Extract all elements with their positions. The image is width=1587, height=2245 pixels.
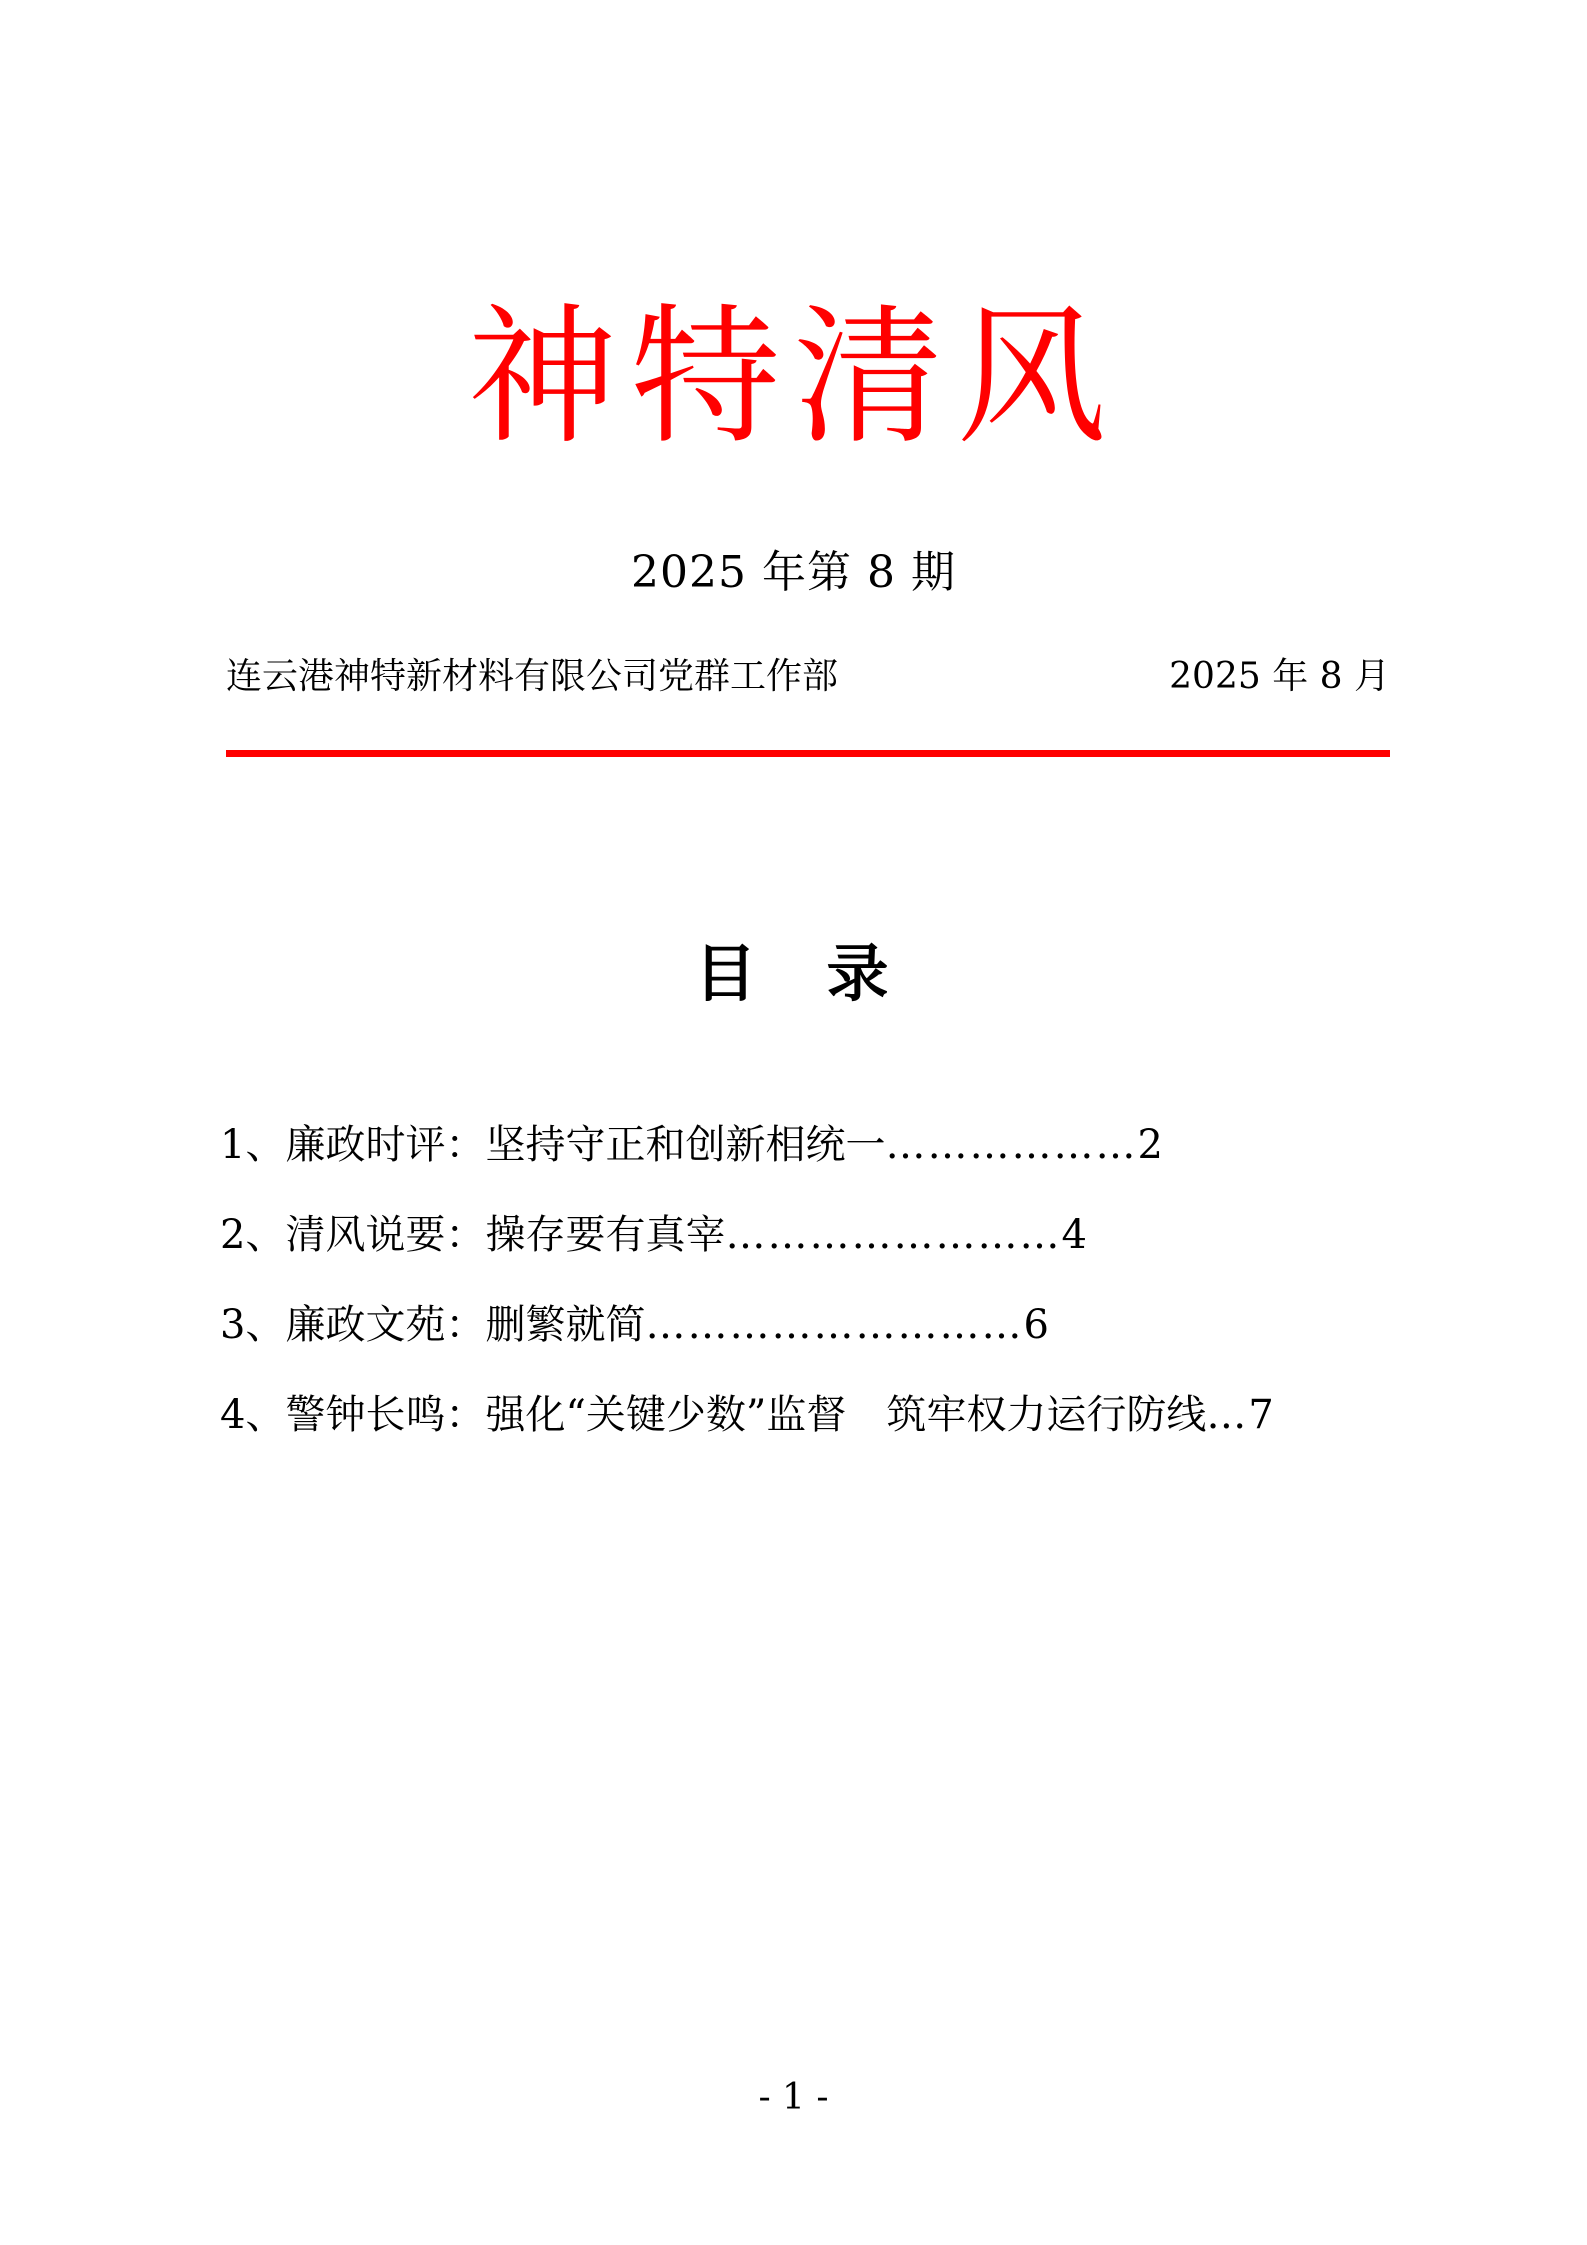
toc-item-label: 1、廉政时评：坚持守正和创新相统一 <box>220 1122 886 1168</box>
toc-item <box>220 1280 1390 1370</box>
toc-item-label: 4、警钟长鸣：强化“关键少数”监督 筑牢权力运行防线 <box>220 1392 1207 1438</box>
toc-item-leader: …………………… <box>725 1212 1062 1258</box>
toc-item-page: 2 <box>1137 1122 1163 1168</box>
toc-list <box>220 1100 1390 1460</box>
toc-item-leader: ……………………… <box>645 1302 1024 1348</box>
red-divider-rule <box>226 750 1390 757</box>
toc-item-page: 7 <box>1248 1392 1274 1438</box>
toc-item <box>220 1190 1390 1280</box>
toc-item <box>220 1370 1390 1460</box>
toc-item <box>220 1100 1390 1190</box>
toc-item-leader: … <box>1206 1392 1249 1438</box>
toc-item-page: 4 <box>1061 1212 1087 1258</box>
toc-heading: 目 录 <box>694 937 893 1010</box>
toc-item-label: 3、廉政文苑：删繁就简 <box>220 1302 646 1348</box>
page-number: - 1 - <box>758 2077 829 2118</box>
toc-item-label: 2、清风说要：操存要有真宰 <box>220 1212 726 1258</box>
toc-item-leader: ……………… <box>885 1122 1138 1168</box>
issue-line: 2025 年第 8 期 <box>631 547 956 598</box>
publication-date: 2025 年 8 月 <box>1169 656 1390 697</box>
toc-item-page: 6 <box>1023 1302 1049 1348</box>
publisher-name: 连云港神特新材料有限公司党群工作部 <box>226 656 839 697</box>
newsletter-title: 神特清风 <box>467 291 1120 465</box>
publisher-row <box>226 655 1390 698</box>
